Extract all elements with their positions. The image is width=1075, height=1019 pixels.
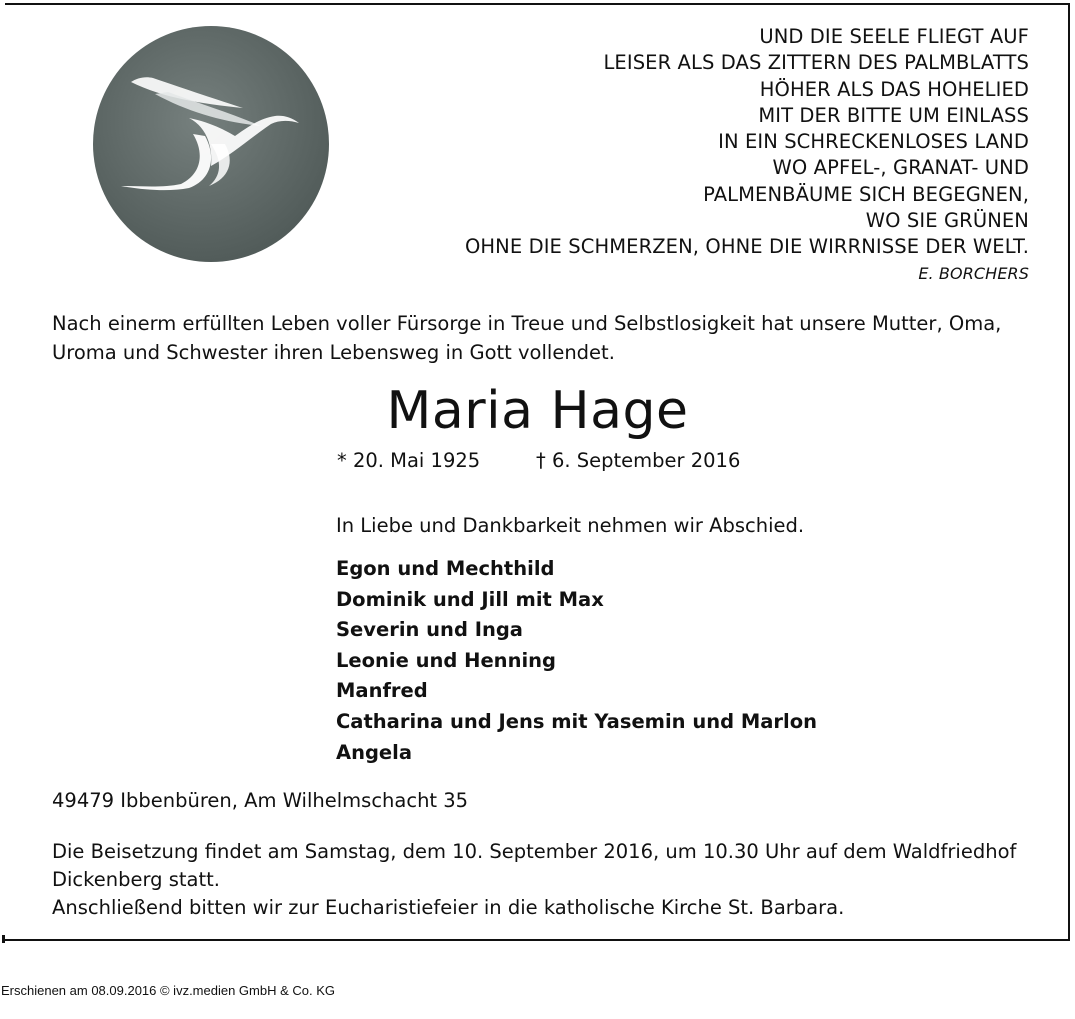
- mourner-entry: Severin und Inga: [336, 618, 523, 642]
- intro-text: [52, 309, 1042, 367]
- mourner-entry: Egon und Mechthild: [336, 557, 555, 580]
- poem-line: MIT DER BITTE UM EINLASS: [758, 103, 1029, 127]
- intro-line: Nach einerm erfüllten Leben voller Fürsorge in Treue und Selbstlosigkeit hat unsere Mutter, Oma,: [52, 312, 1002, 335]
- birth-date: * 20. Mai 1925: [337, 449, 481, 472]
- poem-line: WO SIE GRÜNEN: [865, 209, 1029, 233]
- funeral-info: [52, 838, 1052, 922]
- mourner-entry: Angela: [336, 740, 413, 764]
- poem: [465, 24, 1029, 287]
- funeral-line: Die Beisetzung findet am Samstag, dem 10. September 2016, um 10.30 Uhr auf dem Waldfriedhof: [52, 840, 1017, 863]
- poem-line: IN EIN SCHRECKENLOSES LAND: [718, 130, 1029, 154]
- dove-icon: [93, 26, 329, 262]
- mourner-entry: Manfred: [336, 679, 428, 703]
- poem-line: HÖHER ALS DAS HOHELIED: [759, 77, 1029, 101]
- poem-line: PALMENBÄUME SICH BEGEGNEN,: [703, 182, 1029, 206]
- border-tick: [2, 935, 5, 943]
- mourner-entry: Catharina und Jens mit Yasemin und Marlon: [336, 709, 817, 733]
- poem-line: LEISER ALS DAS ZITTERN DES PALMBLATTS: [603, 51, 1029, 75]
- mourner-entry: Dominik und Jill mit Max: [336, 587, 604, 611]
- poem-line: WO APFEL-, GRANAT- UND: [772, 156, 1029, 180]
- deceased-name: Maria Hage: [386, 381, 689, 441]
- mourners-list: [336, 554, 817, 768]
- farewell-text: In Liebe und Dankbarkeit nehmen wir Abschied.: [336, 514, 805, 537]
- publication-footer: Erschienen am 08.09.2016 © ivz.medien GmbH & Co. KG: [1, 983, 336, 998]
- poem-line: UND DIE SEELE FLIEGT AUF: [759, 25, 1029, 48]
- funeral-line: Dickenberg statt.: [52, 868, 220, 891]
- mourner-entry: Leonie und Henning: [336, 648, 556, 672]
- intro-line: Uroma und Schwester ihren Lebensweg in Gott vollendet.: [52, 341, 615, 364]
- address: 49479 Ibbenbüren, Am Wilhelmschacht 35: [52, 789, 469, 812]
- poem-author: E. BORCHERS: [918, 263, 1029, 283]
- funeral-line: Anschließend bitten wir zur Eucharistiefeier in die katholische Kirche St. Barbara.: [52, 896, 845, 919]
- death-date: † 6. September 2016: [536, 449, 741, 472]
- poem-line: OHNE DIE SCHMERZEN, OHNE DIE WIRRNISSE DER WELT.: [464, 235, 1029, 259]
